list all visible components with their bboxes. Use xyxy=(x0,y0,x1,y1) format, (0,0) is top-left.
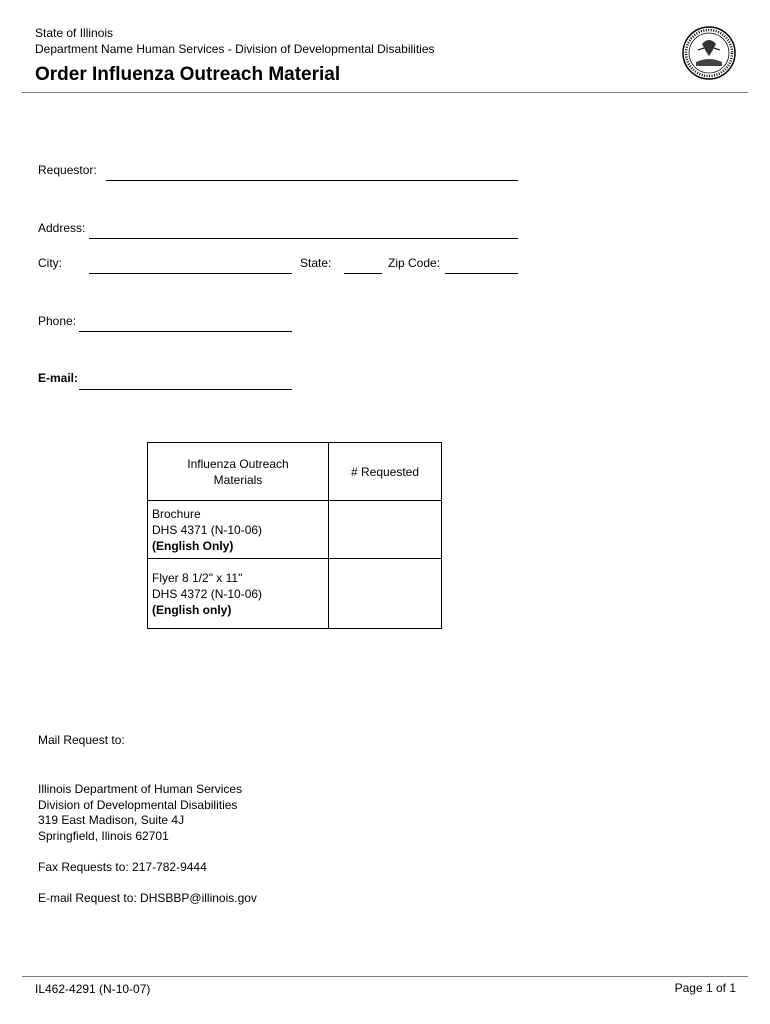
table-row xyxy=(148,501,442,559)
material-language: (English only) xyxy=(152,602,232,617)
city-label: City: xyxy=(38,256,62,270)
requestor-field[interactable] xyxy=(106,180,518,181)
address-label: Address: xyxy=(38,221,86,235)
state-field[interactable] xyxy=(344,273,382,274)
header-divider xyxy=(22,92,748,93)
mail-address-block xyxy=(38,782,242,844)
material-code: DHS 4372 (N-10-06) xyxy=(152,586,263,601)
email-field[interactable] xyxy=(79,389,292,390)
address-line: Division of Developmental Disabilities xyxy=(38,797,238,812)
footer-divider xyxy=(22,976,748,977)
requestor-label: Requestor: xyxy=(38,163,97,177)
table-header-requested: # Requested xyxy=(329,443,442,501)
material-language: (English Only) xyxy=(152,538,234,553)
header-state: State of Illinois xyxy=(35,26,114,40)
requested-input[interactable] xyxy=(329,559,442,629)
phone-label: Phone: xyxy=(38,314,77,328)
address-line: 319 East Madison, Suite 4J xyxy=(38,813,185,827)
address-field[interactable] xyxy=(89,238,518,239)
address-line: Illinois Department of Human Services xyxy=(38,782,243,796)
material-code: DHS 4371 (N-10-06) xyxy=(152,522,263,537)
email-label: E-mail: xyxy=(38,371,79,385)
material-name: Flyer 8 1/2" x 11" xyxy=(152,570,243,585)
material-name: Brochure xyxy=(152,506,201,521)
table-header-materials: Influenza Outreach Materials xyxy=(148,443,329,501)
header-department: Department Name Human Services - Division of Developmental Disabilities xyxy=(35,42,435,56)
page-number: Page 1 of 1 xyxy=(674,981,736,995)
table-cell-material xyxy=(148,501,329,559)
table-header-row xyxy=(148,443,442,501)
table-cell-material xyxy=(148,559,329,629)
materials-table xyxy=(147,442,442,629)
state-label: State: xyxy=(300,256,332,270)
city-field[interactable] xyxy=(89,273,292,274)
address-line: Springfield, Ilinois 62701 xyxy=(38,828,169,843)
table-row xyxy=(148,559,442,629)
fax-request: Fax Requests to: 217-782-9444 xyxy=(38,860,207,874)
state-seal-icon xyxy=(682,26,736,80)
mail-request-label: Mail Request to: xyxy=(38,733,125,747)
requested-input[interactable] xyxy=(329,501,442,559)
email-request: E-mail Request to: DHSBBP@illinois.gov xyxy=(38,891,257,905)
zip-label: Zip Code: xyxy=(388,256,441,270)
zip-field[interactable] xyxy=(445,273,518,274)
phone-field[interactable] xyxy=(79,331,292,332)
form-number: IL462-4291 (N-10-07) xyxy=(35,982,151,996)
page-title: Order Influenza Outreach Material xyxy=(35,64,341,85)
